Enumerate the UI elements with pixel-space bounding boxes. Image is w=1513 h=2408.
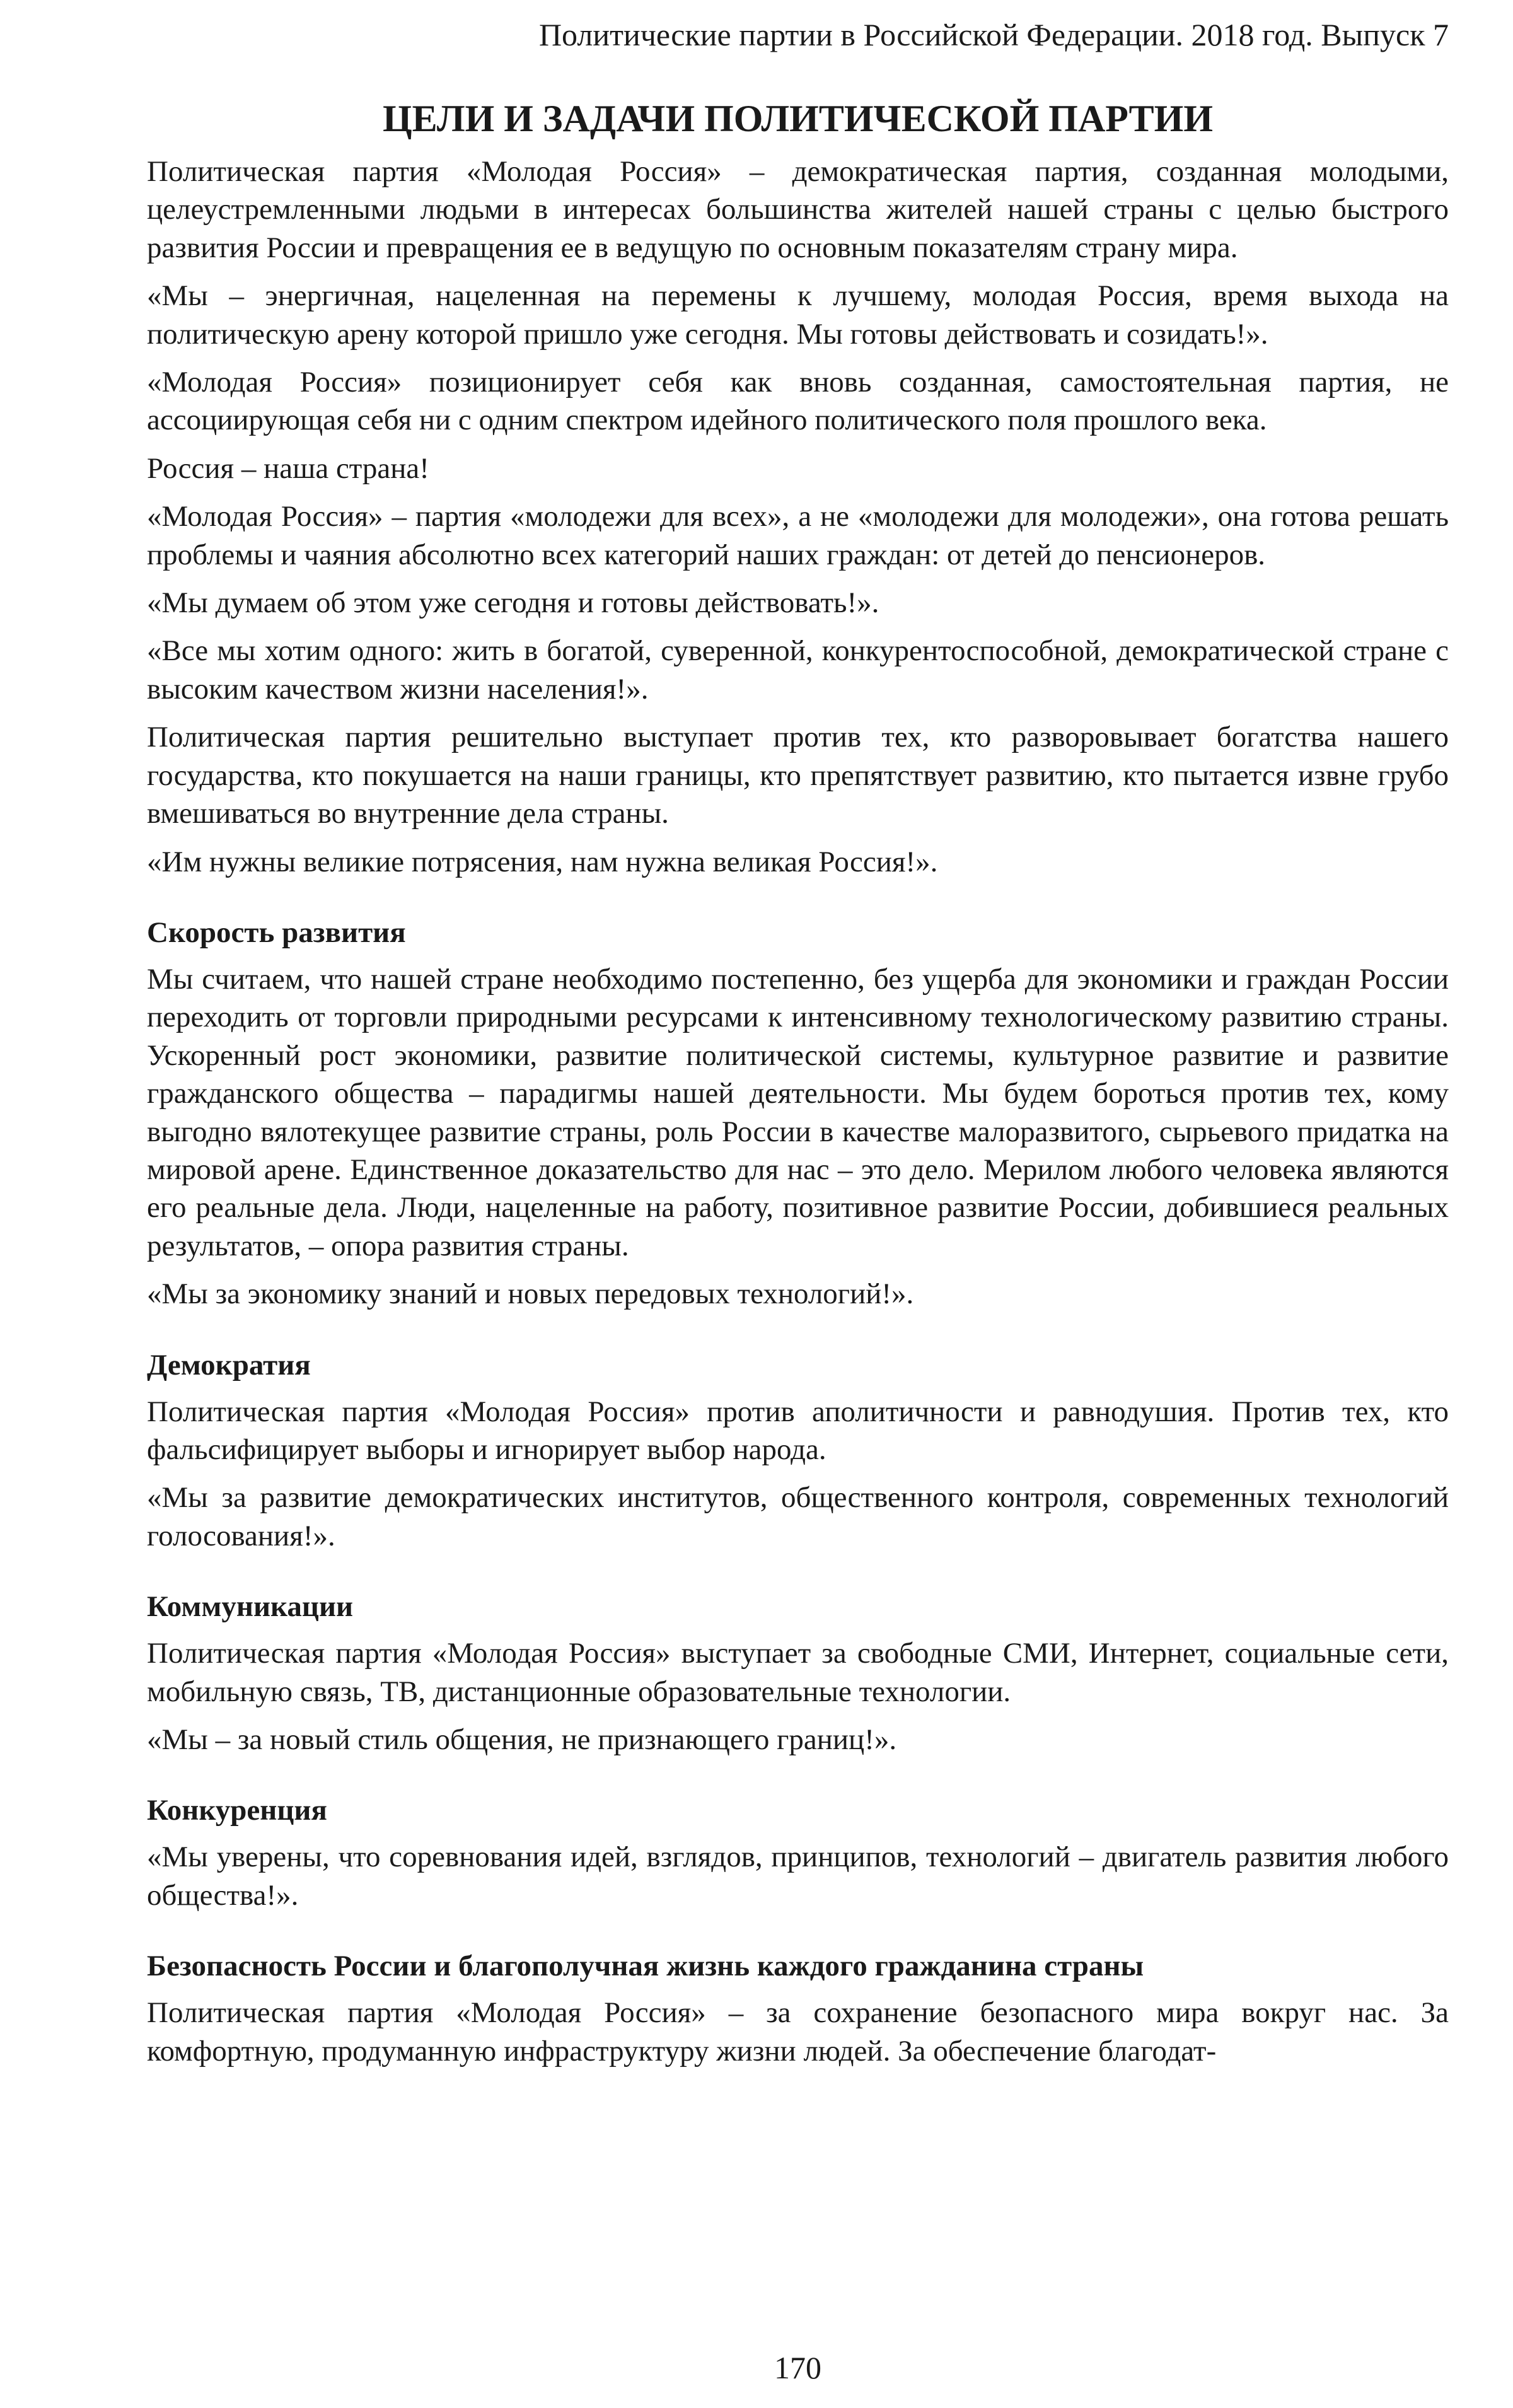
- section-heading-speed: Скорость развития: [147, 916, 406, 949]
- section-speed-paragraph-1: Мы считаем, что нашей стране необходимо постепенно, без ущерба для экономики и граждан России переходить от торговли природными ресурсами к интенсивному технологическому развитию страны. Ускоренный рост экономики, развитие политической системы, культурное развитие и развитие гражданского общества – парадигмы нашей деятельности. Мы будем бороться против тех, кому выгодно вялотекущее развитие страны, роль России в качестве малоразвитого, сырьевого придатка на мировой арене. Единственное доказательство для нас – это дело. Мерилом любого человека являются его реальные дела. Люди, нацеленные на работу, позитивное развитие России, добившиеся реальных результатов, – опора развития страны.: [147, 962, 1449, 1262]
- section-speed-paragraph-2: «Мы за экономику знаний и новых передовых технологий!».: [147, 1277, 914, 1311]
- paragraph-intro-2: «Мы – энергичная, нацеленная на перемены к лучшему, молодая Россия, время выхода на политическую арену которой пришло уже сегодня. Мы готовы действовать и созидать!».: [147, 279, 1449, 351]
- paragraph-intro-4: Россия – наша страна!: [147, 451, 429, 485]
- section-heading-security: Безопасность России и благополучная жизнь каждого гражданина страны: [147, 1950, 1144, 1983]
- page-title: ЦЕЛИ И ЗАДАЧИ ПОЛИТИЧЕСКОЙ ПАРТИИ: [382, 98, 1214, 139]
- section-communications-paragraph-1: Политическая партия «Молодая Россия» выступает за свободные СМИ, Интернет, социальные сети, мобильную связь, ТВ, дистанционные образовательные технологии.: [147, 1637, 1449, 1708]
- page-number: 170: [774, 2350, 821, 2385]
- section-democracy-paragraph-1: Политическая партия «Молодая Россия» против аполитичности и равнодушия. Против тех, кто фальсифицирует выборы и игнорирует выбор народа.: [147, 1395, 1449, 1466]
- paragraph-intro-7: «Все мы хотим одного: жить в богатой, суверенной, конкурентоспособной, демократической стране с высоким качеством жизни населения!».: [147, 634, 1449, 706]
- document-body: [147, 153, 1449, 2080]
- document-page: [147, 0, 1449, 2408]
- paragraph-intro-8: Политическая партия решительно выступает против тех, кто разворовывает богатства нашего государства, кто покушается на наши границы, кто препятствует развитию, кто пытается извне грубо вмешиваться во внутренние дела страны.: [147, 721, 1449, 830]
- paragraph-intro-6: «Мы думаем об этом уже сегодня и готовы действовать!».: [147, 586, 879, 620]
- paragraph-intro-9: «Им нужны великие потрясения, нам нужна великая Россия!».: [147, 845, 938, 878]
- paragraph-intro-5: «Молодая Россия» – партия «молодежи для всех», а не «молодежи для молодежи», она готова решать проблемы и чаяния абсолютно всех категорий наших граждан: от детей до пенсионеров.: [147, 500, 1449, 571]
- section-competition-paragraph-1: «Мы уверены, что соревнования идей, взглядов, принципов, технологий – двигатель развития любого общества!».: [147, 1841, 1449, 1912]
- paragraph-intro-3: «Молодая Россия» позиционирует себя как вновь созданная, самостоятельная партия, не ассоциирующая себя ни с одним спектром идейного политического поля прошлого века.: [147, 366, 1449, 437]
- section-democracy-paragraph-2: «Мы за развитие демократических институтов, общественного контроля, современных технологий голосования!».: [147, 1481, 1449, 1552]
- section-communications-paragraph-2: «Мы – за новый стиль общения, не признающего границ!».: [147, 1723, 897, 1756]
- running-header: Политические партии в Российской Федерации. 2018 год. Выпуск 7: [538, 17, 1449, 52]
- section-security-paragraph-1: Политическая партия «Молодая Россия» – за сохранение безопасного мира вокруг нас. За комфортную, продуманную инфраструктуру жизни людей. За обеспечение благодат-: [147, 1996, 1449, 2068]
- paragraph-intro-1: Политическая партия «Молодая Россия» – демократическая партия, созданная молодыми, целеустремленными людьми в интересах большинства жителей нашей страны с целью быстрого развития России и превращения ее в ведущую по основным показателям страну мира.: [147, 155, 1449, 264]
- section-heading-democracy: Демократия: [147, 1348, 311, 1381]
- section-heading-competition: Конкуренция: [147, 1794, 327, 1827]
- section-heading-communications: Коммуникации: [147, 1590, 354, 1624]
